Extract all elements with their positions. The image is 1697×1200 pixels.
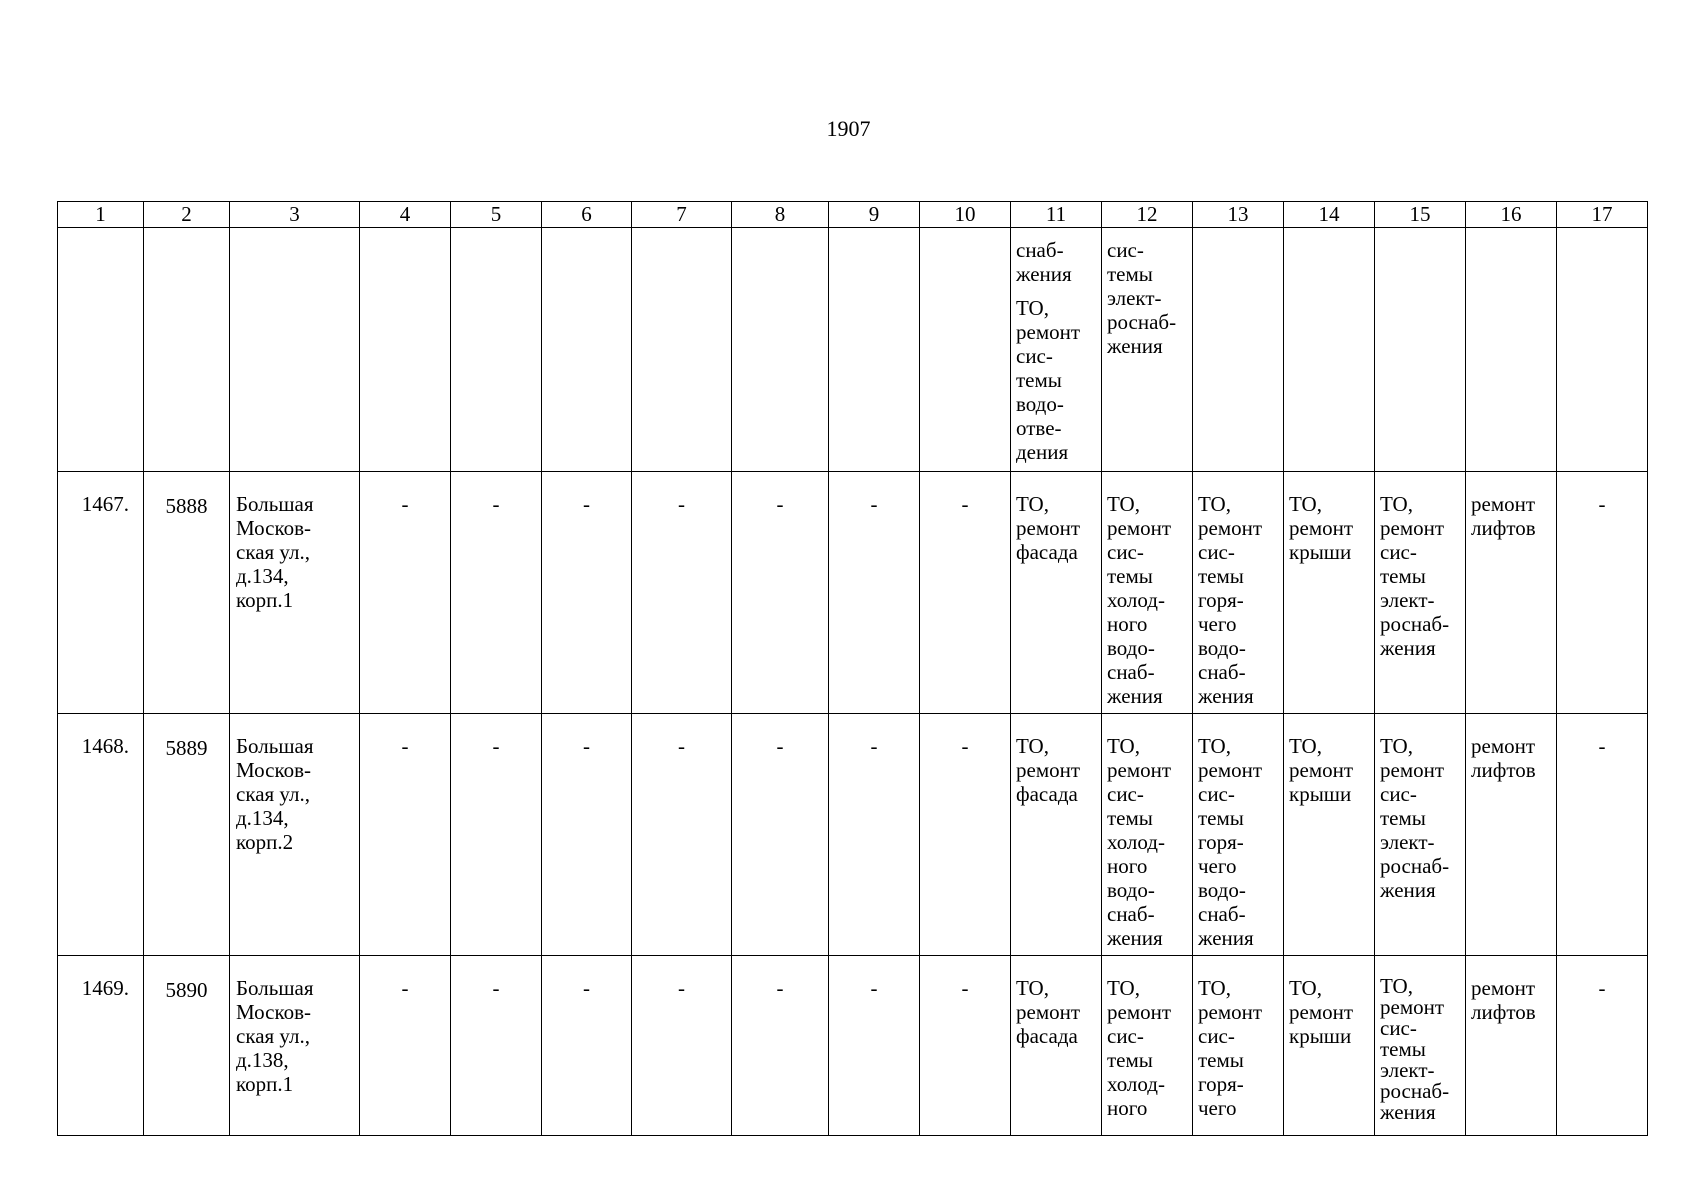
cell-line: ремонт bbox=[1198, 516, 1263, 540]
column-header: 16 bbox=[1466, 202, 1557, 228]
page-number: 1907 bbox=[826, 116, 871, 141]
cell-line: холод- bbox=[1107, 830, 1165, 854]
cell-line: темы bbox=[1380, 564, 1426, 588]
cell-line: ного bbox=[1107, 612, 1148, 636]
cell-line: ская ул., bbox=[236, 540, 310, 564]
cell-line: темы bbox=[1198, 806, 1244, 830]
cell-line: крыши bbox=[1289, 1024, 1352, 1048]
cell-line: жения bbox=[1380, 1100, 1436, 1124]
cell-line: сис- bbox=[1107, 782, 1144, 806]
work-col16 bbox=[1466, 714, 1557, 956]
row-number: 1468. bbox=[58, 714, 144, 956]
empty-cell bbox=[920, 228, 1011, 472]
cell-line: ТО, bbox=[1016, 492, 1049, 516]
work-col16 bbox=[1466, 472, 1557, 714]
row-code: 5890 bbox=[144, 956, 230, 1136]
column-number-row bbox=[58, 202, 1648, 228]
cell-line: ремонт bbox=[1107, 1000, 1172, 1024]
dash-cell: - bbox=[732, 714, 829, 956]
cell-line: ремонт bbox=[1289, 1000, 1354, 1024]
cell-line: роснаб- bbox=[1380, 1079, 1450, 1103]
dash-cell: - bbox=[829, 956, 920, 1136]
cell-line: ТО, bbox=[1289, 734, 1322, 758]
dash-cell: - bbox=[829, 472, 920, 714]
cell-line: ТО, bbox=[1380, 974, 1413, 998]
cell-line: ская ул., bbox=[236, 1024, 310, 1048]
cell-line: ТО, bbox=[1289, 976, 1322, 1000]
cell-line: сис- bbox=[1198, 540, 1235, 564]
cell-line: Большая bbox=[236, 492, 314, 516]
cell-line: снаб- bbox=[1016, 238, 1064, 262]
cell-line: д.134, bbox=[236, 806, 289, 830]
cell-line: крыши bbox=[1289, 540, 1352, 564]
cell-line: жения bbox=[1380, 878, 1436, 902]
cell-line: ремонт bbox=[1471, 976, 1536, 1000]
works-table bbox=[57, 201, 1648, 1136]
dash-cell: - bbox=[360, 472, 451, 714]
cell-line: сис- bbox=[1107, 238, 1144, 262]
empty-cell bbox=[230, 228, 360, 472]
cell-line: чего bbox=[1198, 854, 1237, 878]
column-header: 14 bbox=[1284, 202, 1375, 228]
work-col15 bbox=[1375, 472, 1466, 714]
cell-line: жения bbox=[1107, 334, 1163, 358]
column-header: 3 bbox=[230, 202, 360, 228]
cell-line: ремонт bbox=[1107, 516, 1172, 540]
empty-cell bbox=[632, 228, 732, 472]
cell-line: ТО, bbox=[1107, 492, 1140, 516]
column-header: 15 bbox=[1375, 202, 1466, 228]
cell-line: жения bbox=[1198, 684, 1254, 708]
table-row bbox=[58, 956, 1648, 1136]
dash-cell: - bbox=[451, 714, 542, 956]
cell-line: холод- bbox=[1107, 1072, 1165, 1096]
cell-line: горя- bbox=[1198, 1072, 1244, 1096]
cell-line: ремонт bbox=[1016, 1000, 1081, 1024]
cell-line: ремонт bbox=[1107, 758, 1172, 782]
cell-line: фасада bbox=[1016, 540, 1078, 564]
work-col11 bbox=[1011, 956, 1102, 1136]
cell-line: снаб- bbox=[1107, 902, 1155, 926]
cell-line: сис- bbox=[1198, 1024, 1235, 1048]
cell-line: Большая bbox=[236, 734, 314, 758]
empty-cell bbox=[829, 228, 920, 472]
dash-cell: - bbox=[360, 956, 451, 1136]
cell-line: лифтов bbox=[1471, 758, 1536, 782]
cell-line: ТО, bbox=[1107, 734, 1140, 758]
dash-cell: - bbox=[360, 714, 451, 956]
cell-line: водо- bbox=[1198, 878, 1246, 902]
cell-line: ТО, bbox=[1016, 296, 1049, 320]
column-header: 8 bbox=[732, 202, 829, 228]
column-header: 9 bbox=[829, 202, 920, 228]
cell-line: сис- bbox=[1380, 1016, 1417, 1040]
cell-line: чего bbox=[1198, 612, 1237, 636]
cell-line: отве- bbox=[1016, 416, 1062, 440]
dash-cell: - bbox=[829, 714, 920, 956]
cell-line: элект- bbox=[1380, 830, 1435, 854]
cell-line: роснаб- bbox=[1380, 612, 1450, 636]
cell-line: чего bbox=[1198, 1096, 1237, 1120]
dash-cell: - bbox=[1557, 714, 1648, 956]
work-col14 bbox=[1284, 714, 1375, 956]
cell-line: ного bbox=[1107, 854, 1148, 878]
cell-line: сис- bbox=[1380, 782, 1417, 806]
dash-cell: - bbox=[920, 472, 1011, 714]
dash-cell: - bbox=[732, 472, 829, 714]
cell-line: ская ул., bbox=[236, 782, 310, 806]
cell-line: жения bbox=[1107, 926, 1163, 950]
row-address bbox=[230, 956, 360, 1136]
cell-line: снаб- bbox=[1198, 902, 1246, 926]
cell-line: темы bbox=[1016, 368, 1062, 392]
dash-cell: - bbox=[542, 956, 632, 1136]
cell-line: ТО, bbox=[1380, 492, 1413, 516]
cell-line: ремонт bbox=[1289, 516, 1354, 540]
cell-line: водо- bbox=[1107, 878, 1155, 902]
cell-line: темы bbox=[1107, 1048, 1153, 1072]
work-col14 bbox=[1284, 956, 1375, 1136]
work-col13 bbox=[1193, 714, 1284, 956]
dash-cell: - bbox=[1557, 472, 1648, 714]
cell-line: лифтов bbox=[1471, 516, 1536, 540]
cell-line: фасада bbox=[1016, 782, 1078, 806]
empty-cell bbox=[1193, 228, 1284, 472]
cell-line: д.134, bbox=[236, 564, 289, 588]
table-row bbox=[58, 472, 1648, 714]
cell-line: водо- bbox=[1198, 636, 1246, 660]
cell-line: корп.1 bbox=[236, 1072, 294, 1096]
continuation-col12 bbox=[1102, 228, 1193, 472]
cell-line: сис- bbox=[1016, 344, 1053, 368]
cell-line: ТО, bbox=[1198, 976, 1231, 1000]
row-address bbox=[230, 472, 360, 714]
empty-cell bbox=[1284, 228, 1375, 472]
empty-cell bbox=[542, 228, 632, 472]
cell-line: ремонт bbox=[1016, 516, 1081, 540]
row-number: 1467. bbox=[58, 472, 144, 714]
work-col12 bbox=[1102, 714, 1193, 956]
cell-line: ТО, bbox=[1107, 976, 1140, 1000]
row-number: 1469. bbox=[58, 956, 144, 1136]
cell-line: лифтов bbox=[1471, 1000, 1536, 1024]
cell-line: ремонт bbox=[1380, 758, 1445, 782]
cell-line: элект- bbox=[1380, 1058, 1435, 1082]
dash-cell: - bbox=[542, 472, 632, 714]
empty-cell bbox=[1466, 228, 1557, 472]
dash-cell: - bbox=[451, 472, 542, 714]
empty-cell bbox=[1557, 228, 1648, 472]
cell-line: снаб- bbox=[1198, 660, 1246, 684]
column-header: 10 bbox=[920, 202, 1011, 228]
empty-cell bbox=[451, 228, 542, 472]
work-col15 bbox=[1375, 956, 1466, 1136]
cell-line: ремонт bbox=[1471, 734, 1536, 758]
row-address bbox=[230, 714, 360, 956]
cell-line: ремонт bbox=[1380, 995, 1445, 1019]
cell-line: жения bbox=[1016, 262, 1072, 286]
work-col11 bbox=[1011, 472, 1102, 714]
cell-line: ТО, bbox=[1380, 734, 1413, 758]
dash-cell: - bbox=[732, 956, 829, 1136]
empty-cell bbox=[1375, 228, 1466, 472]
column-header: 6 bbox=[542, 202, 632, 228]
cell-line: Большая bbox=[236, 976, 314, 1000]
cell-line: элект- bbox=[1107, 286, 1162, 310]
cell-line: темы bbox=[1107, 564, 1153, 588]
work-col12 bbox=[1102, 956, 1193, 1136]
work-col12 bbox=[1102, 472, 1193, 714]
work-col11 bbox=[1011, 714, 1102, 956]
empty-cell bbox=[58, 228, 144, 472]
cell-line: темы bbox=[1107, 806, 1153, 830]
cell-line: ного bbox=[1107, 1096, 1148, 1120]
dash-cell: - bbox=[451, 956, 542, 1136]
dash-cell: - bbox=[632, 472, 732, 714]
cell-line: ремонт bbox=[1471, 492, 1536, 516]
continuation-col11 bbox=[1011, 228, 1102, 472]
empty-cell bbox=[360, 228, 451, 472]
cell-line: водо- bbox=[1016, 392, 1064, 416]
cell-line: водо- bbox=[1107, 636, 1155, 660]
cell-line: ремонт bbox=[1289, 758, 1354, 782]
cell-line: корп.1 bbox=[236, 588, 294, 612]
cell-line: крыши bbox=[1289, 782, 1352, 806]
dash-cell: - bbox=[632, 956, 732, 1136]
column-header: 1 bbox=[58, 202, 144, 228]
cell-line: холод- bbox=[1107, 588, 1165, 612]
work-col14 bbox=[1284, 472, 1375, 714]
table-row bbox=[58, 714, 1648, 956]
continuation-row bbox=[58, 228, 1648, 472]
work-col13 bbox=[1193, 472, 1284, 714]
cell-line: роснаб- bbox=[1380, 854, 1450, 878]
cell-line: роснаб- bbox=[1107, 310, 1177, 334]
cell-line: фасада bbox=[1016, 1024, 1078, 1048]
column-header: 11 bbox=[1011, 202, 1102, 228]
cell-line: корп.2 bbox=[236, 830, 294, 854]
cell-line: ремонт bbox=[1016, 320, 1081, 344]
work-col16 bbox=[1466, 956, 1557, 1136]
cell-line: жения bbox=[1198, 926, 1254, 950]
cell-line: сис- bbox=[1198, 782, 1235, 806]
dash-cell: - bbox=[920, 714, 1011, 956]
cell-line: Москов- bbox=[236, 1000, 312, 1024]
cell-line: ремонт bbox=[1198, 1000, 1263, 1024]
column-header: 5 bbox=[451, 202, 542, 228]
cell-line: Москов- bbox=[236, 758, 312, 782]
dash-cell: - bbox=[1557, 956, 1648, 1136]
cell-line: ТО, bbox=[1289, 492, 1322, 516]
cell-line: ТО, bbox=[1198, 492, 1231, 516]
cell-line: ТО, bbox=[1016, 734, 1049, 758]
work-col13 bbox=[1193, 956, 1284, 1136]
cell-line: элект- bbox=[1380, 588, 1435, 612]
column-header: 17 bbox=[1557, 202, 1648, 228]
cell-line: темы bbox=[1107, 262, 1153, 286]
cell-line: сис- bbox=[1380, 540, 1417, 564]
cell-line: горя- bbox=[1198, 588, 1244, 612]
cell-line: ремонт bbox=[1198, 758, 1263, 782]
empty-cell bbox=[732, 228, 829, 472]
dash-cell: - bbox=[542, 714, 632, 956]
cell-line: ремонт bbox=[1380, 516, 1445, 540]
cell-line: горя- bbox=[1198, 830, 1244, 854]
dash-cell: - bbox=[920, 956, 1011, 1136]
cell-line: жения bbox=[1107, 684, 1163, 708]
cell-line: дения bbox=[1016, 440, 1069, 464]
cell-line: сис- bbox=[1107, 1024, 1144, 1048]
cell-line: сис- bbox=[1107, 540, 1144, 564]
cell-line: Москов- bbox=[236, 516, 312, 540]
cell-line: темы bbox=[1380, 806, 1426, 830]
column-header: 4 bbox=[360, 202, 451, 228]
column-header: 13 bbox=[1193, 202, 1284, 228]
empty-cell bbox=[144, 228, 230, 472]
dash-cell: - bbox=[632, 714, 732, 956]
cell-line: ТО, bbox=[1198, 734, 1231, 758]
cell-line: снаб- bbox=[1107, 660, 1155, 684]
cell-line: темы bbox=[1198, 564, 1244, 588]
cell-line: д.138, bbox=[236, 1048, 289, 1072]
cell-line: темы bbox=[1198, 1048, 1244, 1072]
work-col15 bbox=[1375, 714, 1466, 956]
row-code: 5888 bbox=[144, 472, 230, 714]
row-code: 5889 bbox=[144, 714, 230, 956]
cell-line: ремонт bbox=[1016, 758, 1081, 782]
column-header: 2 bbox=[144, 202, 230, 228]
cell-line: жения bbox=[1380, 636, 1436, 660]
column-header: 7 bbox=[632, 202, 732, 228]
column-header: 12 bbox=[1102, 202, 1193, 228]
cell-line: ТО, bbox=[1016, 976, 1049, 1000]
cell-line: темы bbox=[1380, 1037, 1426, 1061]
